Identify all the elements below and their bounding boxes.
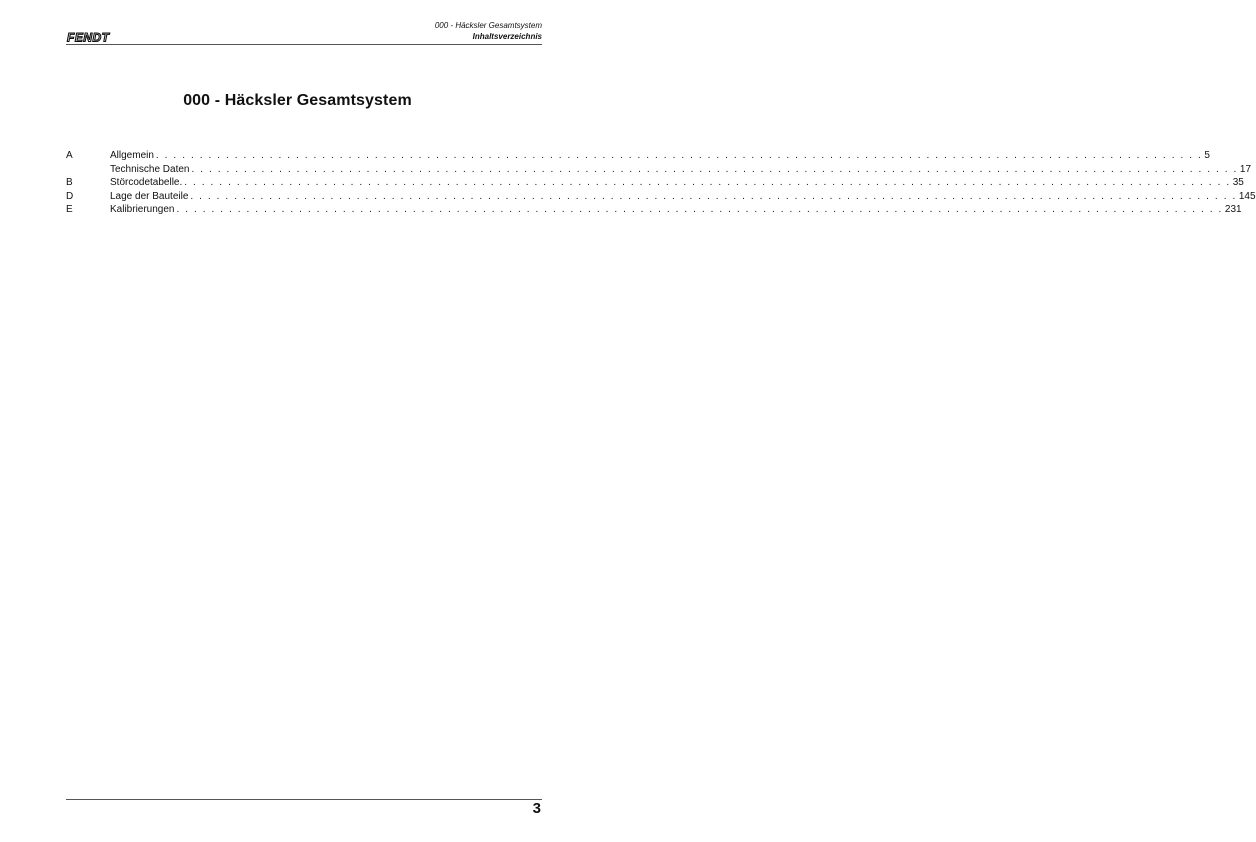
toc-leader-dots: . . . . . . . . . . . . . . . . . . . . . . . . . . . . . . . . . . . . . . . . . . . . . . . . . . . . . . . . . . . . . . . . . . . . . . . . . . . . . . . . . . . . . . . . . . . . . . . . . . . . . . . . . . . . . . . . . . . . . . . .	[184, 177, 1231, 188]
toc-leader-dots: . . . . . . . . . . . . . . . . . . . . . . . . . . . . . . . . . . . . . . . . . . . . . . . . . . . . . . . . . . . . . . . . . . . . . . . . . . . . . . . . . . . . . . . . . . . . . . . . . . . . . . . . . . . . . . . . . . . . . . . .	[191, 163, 1238, 175]
toc-section-letter: B	[66, 177, 73, 188]
toc-page-number: 5	[1204, 150, 1210, 161]
toc-entry-technische-daten[interactable]	[66, 163, 1252, 177]
fendt-logo	[66, 31, 124, 43]
page-title: 000 - Häcksler Gesamtsystem	[183, 92, 412, 109]
toc-page-number: 145	[1238, 190, 1256, 202]
header-subtitle: Inhaltsverzeichnis	[472, 32, 542, 41]
toc-entry-title: Technische Daten	[110, 163, 190, 175]
toc-page-number: 17	[1239, 163, 1252, 175]
footer-divider	[66, 799, 542, 800]
toc-leader-dots: . . . . . . . . . . . . . . . . . . . . . . . . . . . . . . . . . . . . . . . . . . . . . . . . . . . . . . . . . . . . . . . . . . . . . . . . . . . . . . . . . . . . . . . . . . . . . . . . . . . . . . . . . . . . . . . . . . . . . . . .	[155, 150, 1203, 161]
toc-section-letter: A	[66, 150, 73, 161]
toc-entry-kalibrierungen[interactable]	[66, 203, 1242, 217]
toc-entry-title: Kalibrierungen	[110, 204, 175, 215]
toc-leader-dots: . . . . . . . . . . . . . . . . . . . . . . . . . . . . . . . . . . . . . . . . . . . . . . . . . . . . . . . . . . . . . . . . . . . . . . . . . . . . . . . . . . . . . . . . . . . . . . . . . . . . . . . . . . . . . . . . . . . . . . . .	[176, 204, 1223, 215]
table-of-contents	[66, 149, 1256, 217]
logo-text: FENDT	[67, 30, 110, 45]
running-header	[435, 20, 542, 42]
toc-entry-allgemein[interactable]	[66, 149, 1210, 163]
toc-page-number: 35	[1232, 177, 1244, 188]
toc-entry-title: Allgemein	[110, 150, 154, 161]
toc-page-number: 231	[1224, 204, 1242, 215]
toc-entry-title: Lage der Bauteile	[110, 190, 189, 202]
header-title: 000 - Häcksler Gesamtsystem	[434, 21, 542, 30]
toc-leader-dots: . . . . . . . . . . . . . . . . . . . . . . . . . . . . . . . . . . . . . . . . . . . . . . . . . . . . . . . . . . . . . . . . . . . . . . . . . . . . . . . . . . . . . . . . . . . . . . . . . . . . . . . . . . . . . . . . . . . . . . . .	[190, 190, 1237, 202]
toc-section-letter: E	[66, 204, 73, 215]
toc-section-letter: D	[66, 190, 74, 202]
toc-entry-title: Störcodetabelle.	[110, 177, 183, 188]
page-number: 3	[532, 800, 541, 817]
header-divider	[66, 44, 542, 45]
toc-entry-stoercodetabelle[interactable]	[66, 176, 1244, 190]
toc-entry-lage-der-bauteile[interactable]	[66, 190, 1256, 204]
